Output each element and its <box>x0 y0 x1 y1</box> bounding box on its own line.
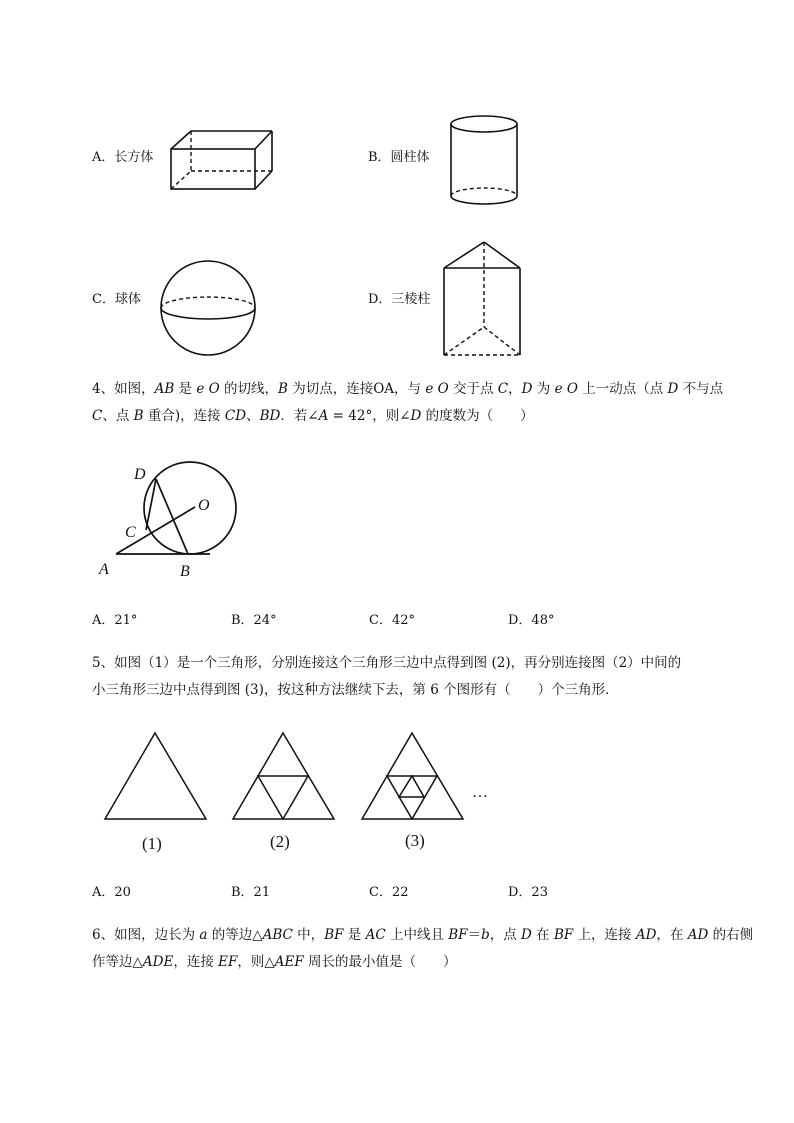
q5-figure-label-1: (1) <box>142 834 162 853</box>
q6-line-2: 作等边△ADE，连接 EF，则△AEF 周长的最小值是（ ） <box>92 954 457 970</box>
q4-option-c: C．42° <box>369 613 415 628</box>
q3-option-b-label: B．圆柱体 <box>368 150 430 165</box>
q4-label-o: O <box>198 497 210 514</box>
q5-ellipsis: … <box>472 784 488 801</box>
q5-figure-label-2: (2) <box>270 832 290 851</box>
q3-option-c-label: C．球体 <box>92 292 141 307</box>
q5-figure-2-inner <box>258 776 308 819</box>
q5-option-b: B．21 <box>231 885 271 900</box>
q5-figure-3-inner <box>399 776 424 797</box>
q4-option-a: A．21° <box>92 613 138 628</box>
q5-figure-1-triangle <box>105 733 206 819</box>
q3-option-d-label: D．三棱柱 <box>368 292 431 307</box>
q5-option-d: D．23 <box>508 885 548 900</box>
q5-option-a: A．20 <box>92 885 131 900</box>
q4-label-b: B <box>180 563 190 580</box>
q5-line-2: 小三角形三边中点得到图 (3)，按这种方法继续下去，第 6 个图形有（ ）个三角形． <box>92 682 619 698</box>
q4-option-d: D．48° <box>508 613 555 628</box>
q3-option-a-label: A．长方体 <box>92 150 154 165</box>
q6-line-1: 6、如图，边长为 a 的等边△ABC 中，BF 是 AC 上中线且 BF＝b，点 D 在 BF 上，连接 AD，在 AD 的右侧 <box>92 927 754 943</box>
q4-option-b: B．24° <box>231 613 277 628</box>
q4-label-c: C <box>125 524 136 541</box>
q4-label-a: A <box>99 561 109 578</box>
q4-label-d: D <box>134 466 146 483</box>
q4-line-2: C、点 B 重合)，连接 CD、BD．若∠A = 42°，则∠D 的度数为（ ） <box>92 408 534 424</box>
q5-line-1: 5、如图（1）是一个三角形，分别连接这个三角形三边中点得到图 (2)，再分别连接图（2）中间的 <box>92 655 682 671</box>
q4-line-1: 4、如图，AB 是 e O 的切线，B 为切点，连接OA，与 e O 交于点 C，D 为 e O 上一动点（点 D 不与点 <box>92 381 724 397</box>
q5-option-c: C．22 <box>369 885 409 900</box>
q5-figure-label-3: (3) <box>405 831 425 850</box>
